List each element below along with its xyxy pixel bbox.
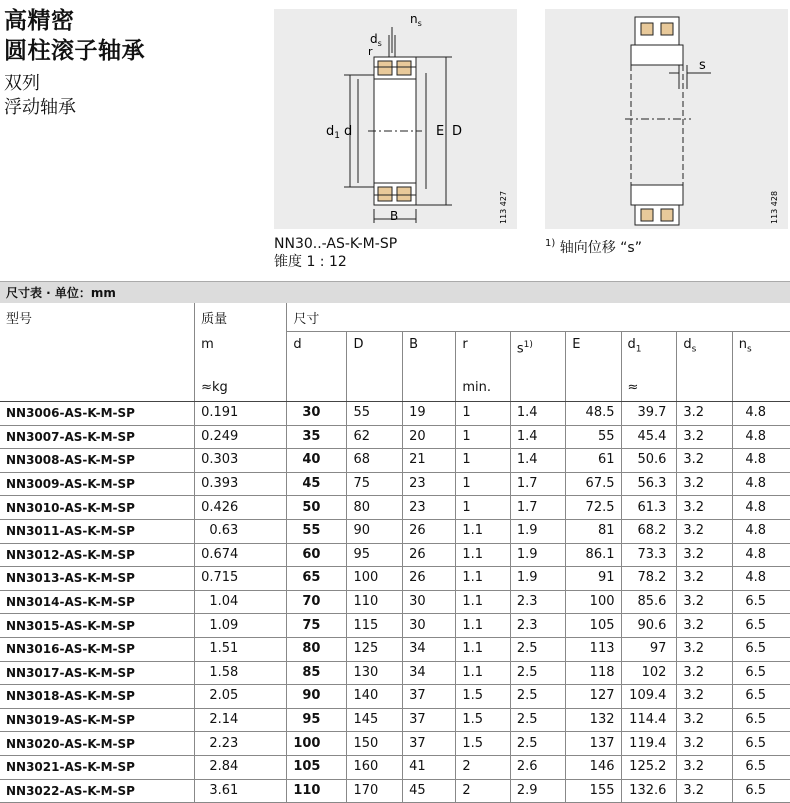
- column-symbol: r: [462, 337, 468, 352]
- value-cell: 45: [403, 779, 456, 803]
- value-cell: 1.04: [195, 590, 287, 614]
- value-cell: 3.2: [677, 755, 732, 779]
- value-cell: 4.8: [732, 402, 790, 426]
- axial-displacement-drawing: [545, 9, 788, 229]
- value-cell: 2.84: [195, 755, 287, 779]
- column-symbol-subscript: s: [691, 344, 697, 355]
- value-cell: 125.2: [621, 755, 677, 779]
- value-cell: 114.4: [621, 708, 677, 732]
- table-row: [0, 708, 790, 732]
- value-cell: 1.9: [510, 519, 565, 543]
- value-cell: 41: [403, 755, 456, 779]
- value-cell: 6.5: [732, 755, 790, 779]
- value-cell: 0.426: [195, 496, 287, 520]
- value-cell: 0.393: [195, 472, 287, 496]
- dimension-table-heading: 尺寸表 · 单位：mm: [0, 281, 790, 303]
- column-symbol: s: [516, 341, 524, 357]
- model-cell: NN3022-AS-K-M-SP: [0, 779, 195, 803]
- value-cell: 4.8: [732, 567, 790, 591]
- value-cell: 6.5: [732, 661, 790, 685]
- model-cell: NN3009-AS-K-M-SP: [0, 472, 195, 496]
- figure2-caption: [545, 235, 642, 257]
- value-cell: 1.1: [456, 590, 510, 614]
- value-cell: 3.2: [677, 472, 732, 496]
- table-row: [0, 685, 790, 709]
- value-cell: 132.6: [621, 779, 677, 803]
- table-row: [0, 661, 790, 685]
- value-cell: 50: [287, 496, 347, 520]
- value-cell: 37: [403, 685, 456, 709]
- value-cell: 1: [456, 449, 510, 473]
- value-cell: 26: [403, 543, 456, 567]
- D-label: D: [452, 124, 463, 139]
- value-cell: 100: [287, 732, 347, 756]
- value-cell: 170: [347, 779, 403, 803]
- column-header-5: [510, 332, 565, 402]
- value-cell: 4.8: [732, 519, 790, 543]
- value-cell: 4.8: [732, 449, 790, 473]
- ds-label: $d_s$: [370, 32, 382, 48]
- value-cell: 1.4: [510, 425, 565, 449]
- value-cell: 62: [347, 425, 403, 449]
- value-cell: 1.51: [195, 637, 287, 661]
- value-cell: 6.5: [732, 590, 790, 614]
- value-cell: 60: [287, 543, 347, 567]
- value-cell: 1.4: [510, 402, 565, 426]
- value-cell: 125: [347, 637, 403, 661]
- value-cell: 0.191: [195, 402, 287, 426]
- value-cell: 75: [287, 614, 347, 638]
- model-cell: NN3013-AS-K-M-SP: [0, 567, 195, 591]
- value-cell: 100: [566, 590, 621, 614]
- column-symbol-footnote: 1): [523, 340, 533, 350]
- value-cell: 1.5: [456, 732, 510, 756]
- column-header-1: [287, 332, 347, 402]
- value-cell: 105: [566, 614, 621, 638]
- column-symbol: m: [201, 336, 214, 352]
- column-header-8: [677, 332, 732, 402]
- B-label: B: [390, 209, 399, 223]
- model-cell: NN3017-AS-K-M-SP: [0, 661, 195, 685]
- value-cell: 155: [566, 779, 621, 803]
- value-cell: 1.5: [456, 685, 510, 709]
- r-label: r: [368, 45, 373, 58]
- value-cell: 1.1: [456, 661, 510, 685]
- value-cell: 1.09: [195, 614, 287, 638]
- value-cell: 1.7: [510, 472, 565, 496]
- figure2-caption-footnote: 1): [545, 238, 556, 249]
- table-row: [0, 402, 790, 426]
- ns-label: $n_s$: [410, 12, 422, 28]
- column-symbol: d: [627, 337, 636, 352]
- value-cell: 65: [287, 567, 347, 591]
- d-label: d: [344, 124, 353, 139]
- value-cell: 26: [403, 567, 456, 591]
- value-cell: 68: [347, 449, 403, 473]
- value-cell: 1.5: [456, 708, 510, 732]
- value-cell: 6.5: [732, 614, 790, 638]
- title-line-2: 圆柱滚子轴承: [4, 38, 145, 64]
- table-group-header-row: [0, 303, 790, 332]
- model-cell: NN3021-AS-K-M-SP: [0, 755, 195, 779]
- value-cell: 140: [347, 685, 403, 709]
- table-row: [0, 543, 790, 567]
- value-cell: 30: [287, 402, 347, 426]
- value-cell: 3.2: [677, 496, 732, 520]
- value-cell: 0.715: [195, 567, 287, 591]
- value-cell: 80: [287, 637, 347, 661]
- value-cell: 4.8: [732, 496, 790, 520]
- value-cell: 1.9: [510, 567, 565, 591]
- model-cell: NN3011-AS-K-M-SP: [0, 519, 195, 543]
- table-row: [0, 614, 790, 638]
- value-cell: 3.2: [677, 661, 732, 685]
- value-cell: 2.5: [510, 708, 565, 732]
- model-cell: NN3015-AS-K-M-SP: [0, 614, 195, 638]
- value-cell: 95: [287, 708, 347, 732]
- value-cell: 86.1: [566, 543, 621, 567]
- value-cell: 4.8: [732, 472, 790, 496]
- d1-label: $d_1$: [326, 124, 340, 141]
- model-cell: NN3007-AS-K-M-SP: [0, 425, 195, 449]
- table-row: [0, 779, 790, 803]
- value-cell: 105: [287, 755, 347, 779]
- value-cell: 2: [456, 755, 510, 779]
- table-row: [0, 637, 790, 661]
- value-cell: 1: [456, 496, 510, 520]
- title-line-1: 高精密: [4, 8, 75, 34]
- value-cell: 1.1: [456, 543, 510, 567]
- value-cell: 3.2: [677, 543, 732, 567]
- value-cell: 1.9: [510, 543, 565, 567]
- value-cell: 2.9: [510, 779, 565, 803]
- value-cell: 3.2: [677, 425, 732, 449]
- value-cell: 90: [287, 685, 347, 709]
- value-cell: 70: [287, 590, 347, 614]
- value-cell: 39.7: [621, 402, 677, 426]
- value-cell: 55: [566, 425, 621, 449]
- value-cell: 6.5: [732, 637, 790, 661]
- figure-code-1: 113 427: [499, 190, 508, 224]
- value-cell: 50.6: [621, 449, 677, 473]
- column-unit: ≈kg: [201, 380, 228, 395]
- figure2-caption-text: 轴向位移 “s”: [555, 240, 642, 256]
- value-cell: 4.8: [732, 543, 790, 567]
- column-header-0: [195, 332, 287, 402]
- value-cell: 118: [566, 661, 621, 685]
- value-cell: 115: [347, 614, 403, 638]
- value-cell: 127: [566, 685, 621, 709]
- s-label: s: [699, 58, 706, 73]
- value-cell: 91: [566, 567, 621, 591]
- header-dimensions: 尺寸: [287, 303, 790, 332]
- value-cell: 37: [403, 708, 456, 732]
- column-symbol: d: [683, 337, 692, 352]
- column-header-7: [621, 332, 677, 402]
- value-cell: 1.1: [456, 567, 510, 591]
- model-cell: NN3019-AS-K-M-SP: [0, 708, 195, 732]
- value-cell: 3.2: [677, 637, 732, 661]
- value-cell: 40: [287, 449, 347, 473]
- value-cell: 3.2: [677, 590, 732, 614]
- value-cell: 102: [621, 661, 677, 685]
- value-cell: 1.58: [195, 661, 287, 685]
- value-cell: 0.63: [195, 519, 287, 543]
- value-cell: 78.2: [621, 567, 677, 591]
- E-label: E: [436, 124, 445, 139]
- value-cell: 1.1: [456, 519, 510, 543]
- bearing-section-svg: [274, 9, 517, 229]
- value-cell: 61.3: [621, 496, 677, 520]
- value-cell: 1: [456, 472, 510, 496]
- value-cell: 90: [347, 519, 403, 543]
- value-cell: 2.5: [510, 685, 565, 709]
- column-symbol: n: [738, 337, 748, 352]
- value-cell: 2.05: [195, 685, 287, 709]
- model-cell: NN3014-AS-K-M-SP: [0, 590, 195, 614]
- value-cell: 30: [403, 614, 456, 638]
- value-cell: 3.2: [677, 708, 732, 732]
- value-cell: 6.5: [732, 708, 790, 732]
- value-cell: 1.1: [456, 637, 510, 661]
- value-cell: 67.5: [566, 472, 621, 496]
- table-row: [0, 567, 790, 591]
- column-symbol-subscript: s: [747, 344, 752, 355]
- value-cell: 150: [347, 732, 403, 756]
- value-cell: 34: [403, 637, 456, 661]
- table-row: [0, 496, 790, 520]
- column-symbol: d: [293, 337, 302, 352]
- value-cell: 72.5: [566, 496, 621, 520]
- value-cell: 100: [347, 567, 403, 591]
- value-cell: 20: [403, 425, 456, 449]
- value-cell: 2.6: [510, 755, 565, 779]
- value-cell: 1: [456, 425, 510, 449]
- value-cell: 0.249: [195, 425, 287, 449]
- header-model-spacer: [0, 332, 195, 402]
- value-cell: 1.7: [510, 496, 565, 520]
- value-cell: 45: [287, 472, 347, 496]
- value-cell: 145: [347, 708, 403, 732]
- column-symbol: E: [572, 337, 581, 352]
- value-cell: 119.4: [621, 732, 677, 756]
- page-title: [4, 6, 145, 120]
- value-cell: 80: [347, 496, 403, 520]
- column-header-6: [566, 332, 621, 402]
- value-cell: 3.2: [677, 449, 732, 473]
- value-cell: 2: [456, 779, 510, 803]
- value-cell: 34: [403, 661, 456, 685]
- column-header-9: [732, 332, 790, 402]
- subtitle-line-2: 浮动轴承: [4, 97, 76, 118]
- dimension-table: [0, 303, 790, 803]
- value-cell: 56.3: [621, 472, 677, 496]
- value-cell: 2.5: [510, 661, 565, 685]
- value-cell: 6.5: [732, 732, 790, 756]
- value-cell: 4.8: [732, 425, 790, 449]
- value-cell: 35: [287, 425, 347, 449]
- value-cell: 3.2: [677, 685, 732, 709]
- value-cell: 113: [566, 637, 621, 661]
- header-mass: 质量: [195, 303, 287, 332]
- value-cell: 2.3: [510, 590, 565, 614]
- figure1-caption: [274, 235, 397, 271]
- column-unit: ≈: [627, 380, 639, 395]
- value-cell: 55: [347, 402, 403, 426]
- value-cell: 110: [287, 779, 347, 803]
- value-cell: 0.303: [195, 449, 287, 473]
- subtitle-line-1: 双列: [4, 73, 40, 94]
- column-header-4: [456, 332, 510, 402]
- value-cell: 109.4: [621, 685, 677, 709]
- value-cell: 30: [403, 590, 456, 614]
- figure1-caption-taper: 锥度 1 : 12: [274, 254, 347, 270]
- value-cell: 6.5: [732, 685, 790, 709]
- model-cell: NN3012-AS-K-M-SP: [0, 543, 195, 567]
- value-cell: 37: [403, 732, 456, 756]
- value-cell: 3.2: [677, 402, 732, 426]
- value-cell: 110: [347, 590, 403, 614]
- value-cell: 2.23: [195, 732, 287, 756]
- table-row: [0, 755, 790, 779]
- column-header-2: [347, 332, 403, 402]
- value-cell: 3.2: [677, 614, 732, 638]
- value-cell: 55: [287, 519, 347, 543]
- value-cell: 26: [403, 519, 456, 543]
- value-cell: 21: [403, 449, 456, 473]
- value-cell: 3.2: [677, 779, 732, 803]
- value-cell: 90.6: [621, 614, 677, 638]
- column-unit: min.: [462, 380, 492, 395]
- value-cell: 1: [456, 402, 510, 426]
- table-row: [0, 590, 790, 614]
- value-cell: 23: [403, 496, 456, 520]
- value-cell: 2.14: [195, 708, 287, 732]
- value-cell: 97: [621, 637, 677, 661]
- table-row: [0, 732, 790, 756]
- table-row: [0, 425, 790, 449]
- value-cell: 75: [347, 472, 403, 496]
- value-cell: 3.2: [677, 732, 732, 756]
- table-row: [0, 449, 790, 473]
- table-row: [0, 519, 790, 543]
- model-cell: NN3018-AS-K-M-SP: [0, 685, 195, 709]
- value-cell: 48.5: [566, 402, 621, 426]
- value-cell: 1.4: [510, 449, 565, 473]
- value-cell: 61: [566, 449, 621, 473]
- value-cell: 85: [287, 661, 347, 685]
- value-cell: 2.3: [510, 614, 565, 638]
- model-cell: NN3006-AS-K-M-SP: [0, 402, 195, 426]
- figure-code-2: 113 428: [770, 190, 779, 224]
- value-cell: 19: [403, 402, 456, 426]
- value-cell: 23: [403, 472, 456, 496]
- value-cell: 3.61: [195, 779, 287, 803]
- column-symbol-subscript: 1: [635, 344, 642, 355]
- column-symbol: D: [353, 337, 364, 352]
- bearing-section-drawing: [274, 9, 517, 229]
- value-cell: 68.2: [621, 519, 677, 543]
- column-symbol: B: [409, 337, 419, 352]
- value-cell: 0.674: [195, 543, 287, 567]
- model-cell: NN3020-AS-K-M-SP: [0, 732, 195, 756]
- value-cell: 73.3: [621, 543, 677, 567]
- figure1-caption-model: NN30..-AS-K-M-SP: [274, 236, 398, 252]
- table-body: [0, 402, 790, 803]
- table-row: [0, 472, 790, 496]
- value-cell: 3.2: [677, 519, 732, 543]
- value-cell: 95: [347, 543, 403, 567]
- value-cell: 81: [566, 519, 621, 543]
- value-cell: 2.5: [510, 732, 565, 756]
- value-cell: 1.1: [456, 614, 510, 638]
- axial-displacement-svg: [545, 9, 788, 229]
- value-cell: 85.6: [621, 590, 677, 614]
- value-cell: 3.2: [677, 567, 732, 591]
- table-column-header-row: [0, 332, 790, 402]
- value-cell: 130: [347, 661, 403, 685]
- model-cell: NN3008-AS-K-M-SP: [0, 449, 195, 473]
- value-cell: 132: [566, 708, 621, 732]
- value-cell: 6.5: [732, 779, 790, 803]
- value-cell: 137: [566, 732, 621, 756]
- model-cell: NN3010-AS-K-M-SP: [0, 496, 195, 520]
- model-cell: NN3016-AS-K-M-SP: [0, 637, 195, 661]
- value-cell: 160: [347, 755, 403, 779]
- value-cell: 146: [566, 755, 621, 779]
- column-header-3: [403, 332, 456, 402]
- value-cell: 45.4: [621, 425, 677, 449]
- header-model: 型号: [6, 312, 33, 327]
- value-cell: 2.5: [510, 637, 565, 661]
